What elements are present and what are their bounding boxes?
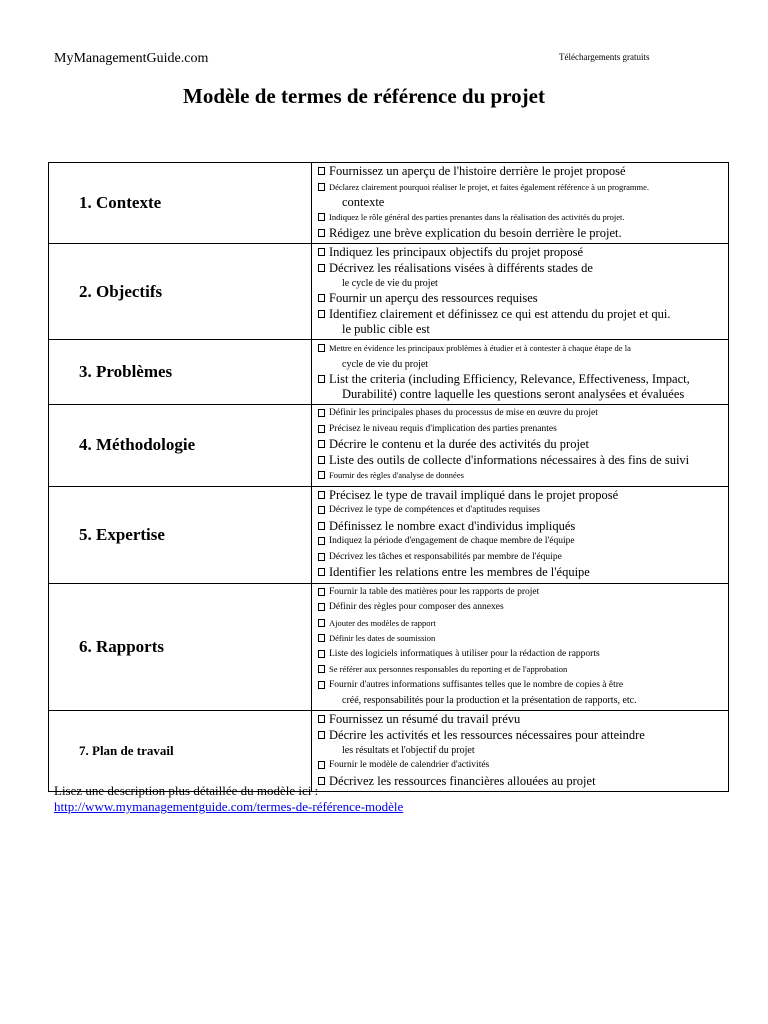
checklist-item xyxy=(318,534,728,550)
checkbox-icon[interactable] xyxy=(318,471,325,479)
checkbox-icon[interactable] xyxy=(318,456,325,464)
section-label: 7. Plan de travail xyxy=(49,711,312,792)
checklist-item-text: Identifier les relations entre les membres de l'équipe xyxy=(329,565,590,579)
checkbox-icon[interactable] xyxy=(318,761,325,769)
checkbox-icon[interactable] xyxy=(318,588,325,596)
checkbox-icon[interactable] xyxy=(318,248,325,256)
checklist-item-text: Précisez le type de travail impliqué dans le projet proposé xyxy=(329,487,619,502)
checklist-item-text: Déclarez clairement pourquoi réaliser le projet, et faites également référence à un programme. xyxy=(329,181,649,192)
checklist-item-text: Définissez le nombre exact d'individus impliqués xyxy=(329,518,576,533)
checklist-item-text: Se référer aux personnes responsables du reporting et de l'approbation xyxy=(329,664,568,674)
checkbox-icon[interactable] xyxy=(318,506,325,514)
checklist-item-text: Liste des outils de collecte d'informations nécessaires à des fins de suivi xyxy=(329,452,690,467)
section-label: 6. Rapports xyxy=(49,583,312,711)
checklist-item xyxy=(318,600,728,616)
checklist-item xyxy=(318,712,728,728)
checklist-item-text: Indiquez le rôle général des parties prenantes dans la réalisation des activités du projet. xyxy=(329,212,625,222)
checkbox-icon[interactable] xyxy=(318,650,325,658)
checkbox-icon[interactable] xyxy=(318,553,325,561)
checklist-item xyxy=(318,631,728,647)
checklist-item-text: Définir les principales phases du processus de mise en œuvre du projet xyxy=(329,408,598,418)
checklist-item xyxy=(318,406,728,422)
checklist-item xyxy=(318,565,728,581)
checklist-item-continuation: contexte xyxy=(342,195,385,209)
checkbox-icon[interactable] xyxy=(318,715,325,723)
checklist-item xyxy=(318,519,728,535)
checkbox-icon[interactable] xyxy=(318,440,325,448)
section-items xyxy=(312,583,729,711)
checklist-item-text: Définir des règles pour composer des annexes xyxy=(329,602,504,612)
checklist-item-text: Mettre en évidence les principaux problèmes à étudier et à contester à chaque étape de la xyxy=(329,343,631,353)
checklist-item xyxy=(318,226,728,242)
checklist-item xyxy=(318,488,728,504)
section-label: 3. Problèmes xyxy=(49,340,312,405)
checkbox-icon[interactable] xyxy=(318,167,325,175)
checklist-item-text: Liste des logiciels informatiques à utiliser pour la rédaction de rapports xyxy=(329,648,600,659)
checklist-item xyxy=(318,728,728,744)
checkbox-icon[interactable] xyxy=(318,229,325,237)
site-name: MyManagementGuide.com xyxy=(54,51,209,66)
checkbox-icon[interactable] xyxy=(318,619,325,627)
checklist-item-text: Fournir le modèle de calendrier d'activités xyxy=(329,760,490,770)
checkbox-icon[interactable] xyxy=(318,681,325,689)
checklist-item-continuation: le public cible est xyxy=(342,322,430,336)
section-row xyxy=(49,244,729,340)
checklist-item xyxy=(318,372,728,388)
checklist-item-text: Fournir la table des matières pour les rapports de projet xyxy=(329,586,540,597)
checkbox-icon[interactable] xyxy=(318,213,325,221)
template-link[interactable]: http://www.mymanagementguide.com/termes-de-référence-modèle xyxy=(54,799,404,814)
checklist-item-text: Définir les dates de soumission xyxy=(329,633,436,643)
section-row xyxy=(49,486,729,583)
checklist-item-text: Indiquez la période d'engagement de chaque membre de l'équipe xyxy=(329,536,575,546)
checkbox-icon[interactable] xyxy=(318,522,325,530)
checklist-item-text: Fournissez un aperçu de l'histoire derrière le projet proposé xyxy=(329,164,626,178)
checklist-item xyxy=(318,245,728,261)
checklist-item-text: Précisez le niveau requis d'implication des parties prenantes xyxy=(329,423,557,434)
section-items xyxy=(312,486,729,583)
checklist-item xyxy=(318,261,728,277)
checkbox-icon[interactable] xyxy=(318,409,325,417)
checklist-item xyxy=(318,616,728,632)
checklist-item xyxy=(318,453,728,469)
checkbox-icon[interactable] xyxy=(318,375,325,383)
checklist-item-text: Ajouter des modèles de rapport xyxy=(329,617,436,628)
checklist-item-text: Décrivez les ressources financières allouées au projet xyxy=(329,773,596,788)
checkbox-icon[interactable] xyxy=(318,603,325,611)
checklist-item-continuation: le cycle de vie du projet xyxy=(342,278,438,289)
checklist-item xyxy=(318,678,728,694)
checklist-item-text: Décrivez les réalisations visées à différents stades de xyxy=(329,260,593,275)
checklist-item-text: Rédigez une brève explication du besoin derrière le projet. xyxy=(329,225,622,240)
section-items xyxy=(312,711,729,792)
checkbox-icon[interactable] xyxy=(318,537,325,545)
checklist-item-text: Fournissez un résumé du travail prévu xyxy=(329,712,521,726)
checklist-item xyxy=(318,164,728,180)
checklist-item-text: Décrivez les tâches et responsabilités par membre de l'équipe xyxy=(329,551,562,562)
checklist-item-text: Décrire le contenu et la durée des activités du projet xyxy=(329,437,589,451)
checklist-item xyxy=(318,291,728,307)
checkbox-icon[interactable] xyxy=(318,491,325,499)
page-title: Modèle de termes de référence du projet xyxy=(183,84,545,108)
checklist-item-text: Indiquez les principaux objectifs du projet proposé xyxy=(329,245,584,259)
checklist-item xyxy=(318,662,728,678)
checklist-item xyxy=(318,503,728,519)
section-label: 5. Expertise xyxy=(49,486,312,583)
checklist-item-text: Décrivez le type de compétences et d'aptitudes requises xyxy=(329,505,540,515)
checklist-item xyxy=(318,550,728,566)
section-items xyxy=(312,340,729,405)
section-items xyxy=(312,405,729,487)
section-label: 2. Objectifs xyxy=(49,244,312,340)
checklist-item-continuation: Durabilité) contre laquelle les questions seront analysées et évaluées xyxy=(342,387,685,401)
checklist-item xyxy=(318,468,728,484)
checklist-item-text: Fournir un aperçu des ressources requises xyxy=(329,291,538,305)
checkbox-icon[interactable] xyxy=(318,425,325,433)
section-items xyxy=(312,244,729,340)
checkbox-icon[interactable] xyxy=(318,294,325,302)
checklist-item xyxy=(318,422,728,438)
checklist-item-text: Décrire les activités et les ressources nécessaires pour atteindre xyxy=(329,727,645,742)
checklist-item-text: List the criteria (including Efficiency, Relevance, Effectiveness, Impact, xyxy=(329,371,690,386)
checklist-item xyxy=(318,210,728,226)
checklist-item xyxy=(318,341,728,357)
checklist-item xyxy=(318,758,728,774)
checkbox-icon[interactable] xyxy=(318,344,325,352)
checklist-item xyxy=(318,585,728,601)
section-label: 4. Méthodologie xyxy=(49,405,312,487)
checklist-item-continuation: créé, responsabilités pour la production et la présentation de rapports, etc. xyxy=(342,695,637,706)
checklist-item xyxy=(318,647,728,663)
checkbox-icon[interactable] xyxy=(318,731,325,739)
checkbox-icon[interactable] xyxy=(318,568,325,576)
section-row xyxy=(49,405,729,487)
footer-text: Lisez une description plus détaillée du modèle ici : xyxy=(54,783,319,798)
checklist-item xyxy=(318,180,728,196)
checklist-item-text: Fournir des règles d'analyse de données xyxy=(329,470,464,480)
checklist-item xyxy=(318,307,728,323)
checkbox-icon[interactable] xyxy=(318,634,325,642)
checkbox-icon[interactable] xyxy=(318,264,325,272)
terms-of-reference-table xyxy=(48,162,729,792)
section-row xyxy=(49,163,729,244)
checklist-item-text: Fournir d'autres informations suffisantes telles que le nombre de copies à être xyxy=(329,679,624,690)
section-row xyxy=(49,340,729,405)
checkbox-icon[interactable] xyxy=(318,310,325,318)
section-label: 1. Contexte xyxy=(49,163,312,244)
section-items xyxy=(312,163,729,244)
section-row xyxy=(49,583,729,711)
checkbox-icon[interactable] xyxy=(318,665,325,673)
checkbox-icon[interactable] xyxy=(318,183,325,191)
checklist-item-text: Identifiez clairement et définissez ce qui est attendu du projet et qui. xyxy=(329,306,671,321)
section-row xyxy=(49,711,729,792)
checklist-item xyxy=(318,437,728,453)
downloads-note: Téléchargements gratuits xyxy=(559,52,650,62)
checklist-item-continuation: les résultats et l'objectif du projet xyxy=(342,745,475,756)
checklist-item-continuation: cycle de vie du projet xyxy=(342,358,429,370)
footer xyxy=(54,783,403,815)
